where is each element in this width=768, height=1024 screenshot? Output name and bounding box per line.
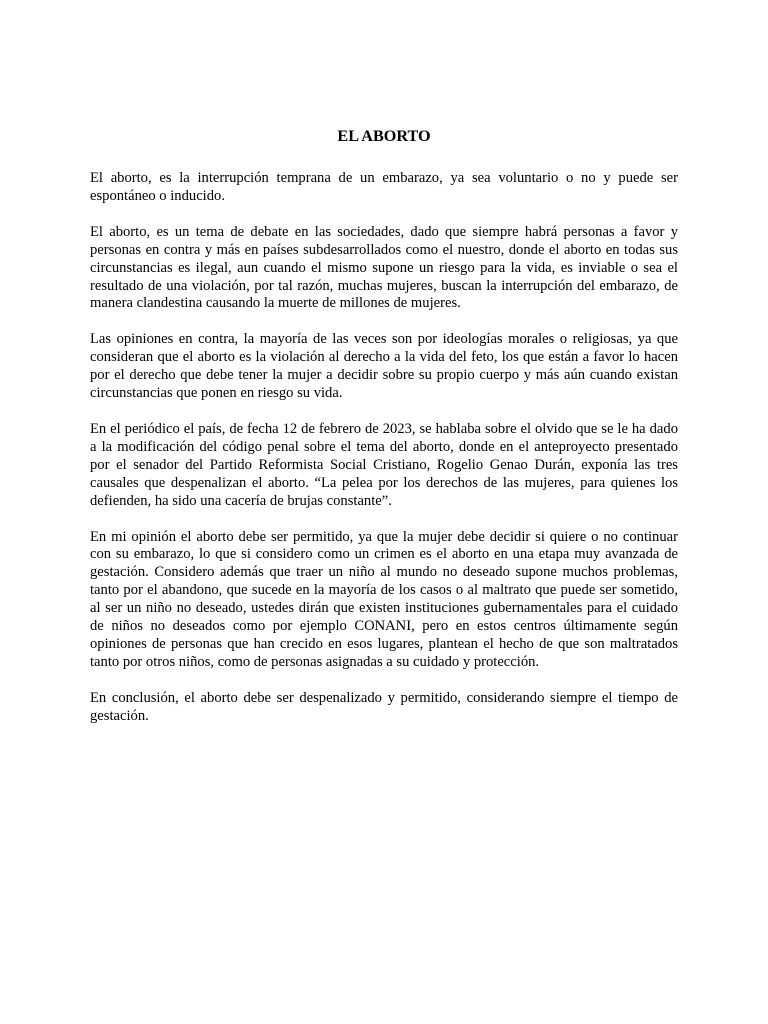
paragraph-opinions: Las opiniones en contra, la mayoría de las veces son por ideologías morales o religiosas, ya que consideran que el aborto es la violación al derecho a la vida del feto, los que están a favor lo hacen por el derecho que debe tener la mujer a decidir sobre su propio cuerpo y más aún cuando existan circunstancias que ponen en riesgo su vida. [90,331,678,402]
paragraph-debate: El aborto, es un tema de debate en las sociedades, dado que siempre habrá personas a favor y personas en contra y más en países subdesarrollados como el nuestro, donde el aborto en todas sus circunstancias es ilegal, aun cuando el mismo supone un riesgo para la vida, es inviable o sea el resultado de una violación, por tal razón, muchas mujeres, buscan la interrupción del embarazo, de manera clandestina causando la muerte de millones de mujeres. [90,223,678,312]
paragraph-definition: El aborto, es la interrupción temprana de un embarazo, ya sea voluntario o no y puede ser espontáneo o inducido. [90,170,678,204]
document-title: EL ABORTO [337,127,431,145]
paragraph-personal-opinion: En mi opinión el aborto debe ser permitido, ya que la mujer debe decidir si quiere o no continuar con su embarazo, lo que si considero como un crimen es el aborto en una etapa muy avanzada de gestación. Considero además que traer un niño al mundo no deseado supone muchos problemas, tanto por el abandono, que sucede en la mayoría de los casos o al maltrato que puede ser sometido, al ser un niño no deseado, ustedes dirán que existen instituciones gubernamentales para el cuidado de niños no deseados como por ejemplo CONANI, pero en estos centros últimamente según opiniones de personas que han crecido en esos lugares, plantean el hecho de que son maltratados tanto por otros niños, como de personas asignadas a su cuidado y protección. [90,528,678,670]
document-page [90,126,678,744]
paragraph-newspaper: En el periódico el país, de fecha 12 de febrero de 2023, se hablaba sobre el olvido que se le ha dado a la modificación del código penal sobre el tema del aborto, donde en el anteproyecto presentado por el senador del Partido Reformista Social Cristiano, Rogelio Genao Durán, exponía las tres causales que despenalizan el aborto. “La pelea por los derechos de las mujeres, para quienes los defienden, ha sido una cacería de brujas constante”. [90,420,678,509]
paragraph-conclusion: En conclusión, el aborto debe ser despenalizado y permitido, considerando siempre el tiempo de gestación. [90,689,678,724]
